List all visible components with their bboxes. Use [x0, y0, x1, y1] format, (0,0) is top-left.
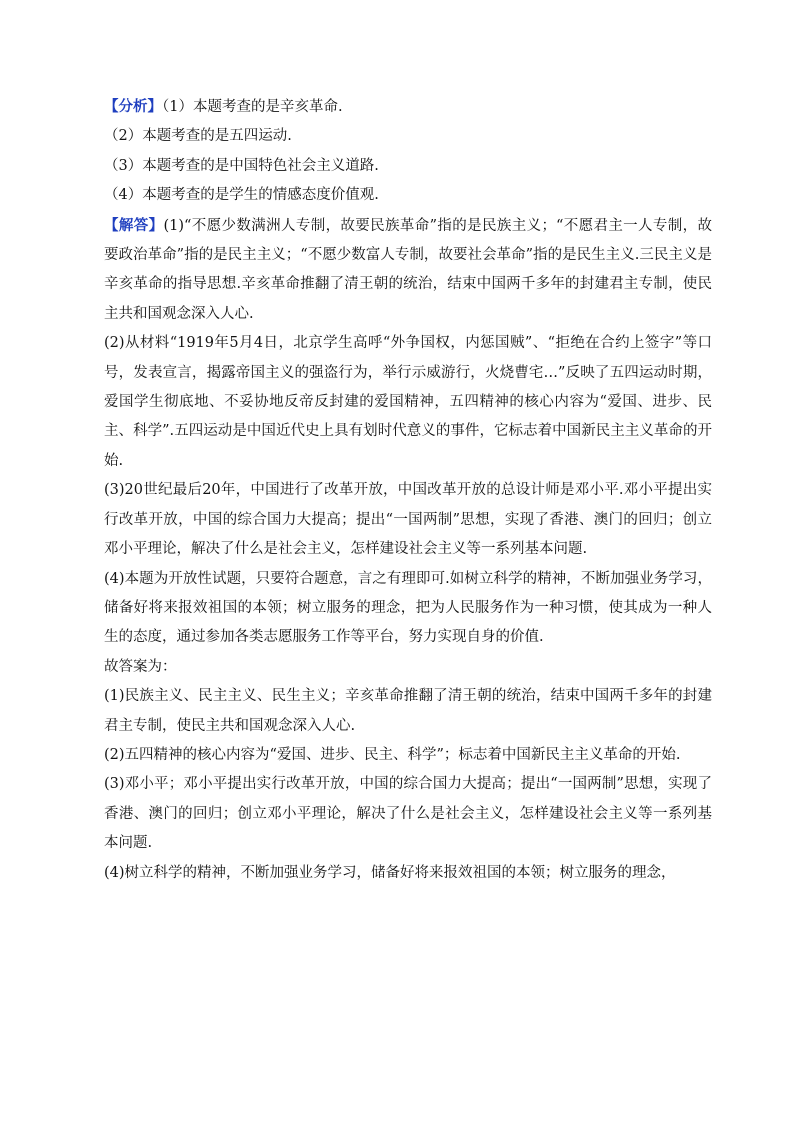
- final-answer-item-1: (1)民族主义、民主主义、民生主义；辛亥革命推翻了清王朝的统治，结束中国两千多年的封建君主专制，使民主共和国观念深入人心.: [104, 688, 712, 734]
- answer-label: 【解答】: [104, 216, 164, 234]
- analysis-line-2: （2）本题考查的是五四运动.: [104, 128, 292, 145]
- answer-paragraph-4: (4)本题为开放性试题，只要符合题意，言之有理即可.如树立科学的精神，不断加强业务学习，储备好将来报效祖国的本领；树立服务的理念，把为人民服务作为一种习惯，使其成为一种人生的态度，通过参加各类志愿服务工作等平台，努力实现自身的价值.: [104, 570, 712, 646]
- answer-paragraph-1: [104, 211, 712, 330]
- analysis-line-4: （4）本题考查的是学生的情感态度价值观.: [104, 187, 379, 204]
- final-answer-heading: 故答案为：: [104, 658, 177, 675]
- analysis-line-3: （3）本题考查的是中国特色社会主义道路.: [104, 157, 379, 174]
- final-answer-item-3: (3)邓小平；邓小平提出实行改革开放，中国的综合国力大提高；提出“一国两制”思想，实现了香港、澳门的回归；创立邓小平理论，解决了什么是社会主义，怎样建设社会主义等一系列基本问题.: [104, 776, 712, 852]
- analysis-line-1: [104, 92, 712, 122]
- final-answer-item-2: (2)五四精神的核心内容为“爱国、进步、民主、科学”；标志着中国新民主主义革命的开始.: [104, 746, 681, 763]
- document-content: [104, 92, 712, 888]
- analysis-text-1: （1）本题考查的是辛亥革命.: [162, 99, 343, 115]
- analysis-label: 【分析】: [104, 98, 162, 115]
- answer-text-1: (1)“不愿少数满洲人专制，故要民族革命”指的是民族主义；“不愿君主一人专制，故要政治革命”指的是民主主义；“不愿少数富人专制，故要社会革命”指的是民生主义.三民主义是辛亥革命的指导思想.辛亥革命推翻了清王朝的统治，结束中国两千多年的封建君主专制，使民主共和国观念深入人心.: [104, 217, 713, 322]
- final-answer-item-4: (4)树立科学的精神，不断加强业务学习，储备好将来报效祖国的本领；树立服务的理念，: [104, 864, 676, 881]
- answer-paragraph-2: (2)从材料“1919年5月4日，北京学生高呼“外争国权，内惩国贼”、“拒绝在合约上签字”等口号，发表宣言，揭露帝国主义的强盗行为，举行示威游行，火烧曹宅…”反映了五四运动时期，爱国学生彻底地、不妥协地反帝反封建的爱国精神，五四精神的核心内容为“爱国、进步、民主、科学”.五四运动是中国近代史上具有划时代意义的事件，它标志着中国新民主主义革命的开始.: [104, 335, 712, 469]
- answer-paragraph-3: (3)20世纪最后20年，中国进行了改革开放，中国改革开放的总设计师是邓小平.邓小平提出实行改革开放，中国的综合国力大提高；提出“一国两制”思想，实现了香港、澳门的回归；创立邓小平理论，解决了什么是社会主义，怎样建设社会主义等一系列基本问题.: [104, 482, 712, 558]
